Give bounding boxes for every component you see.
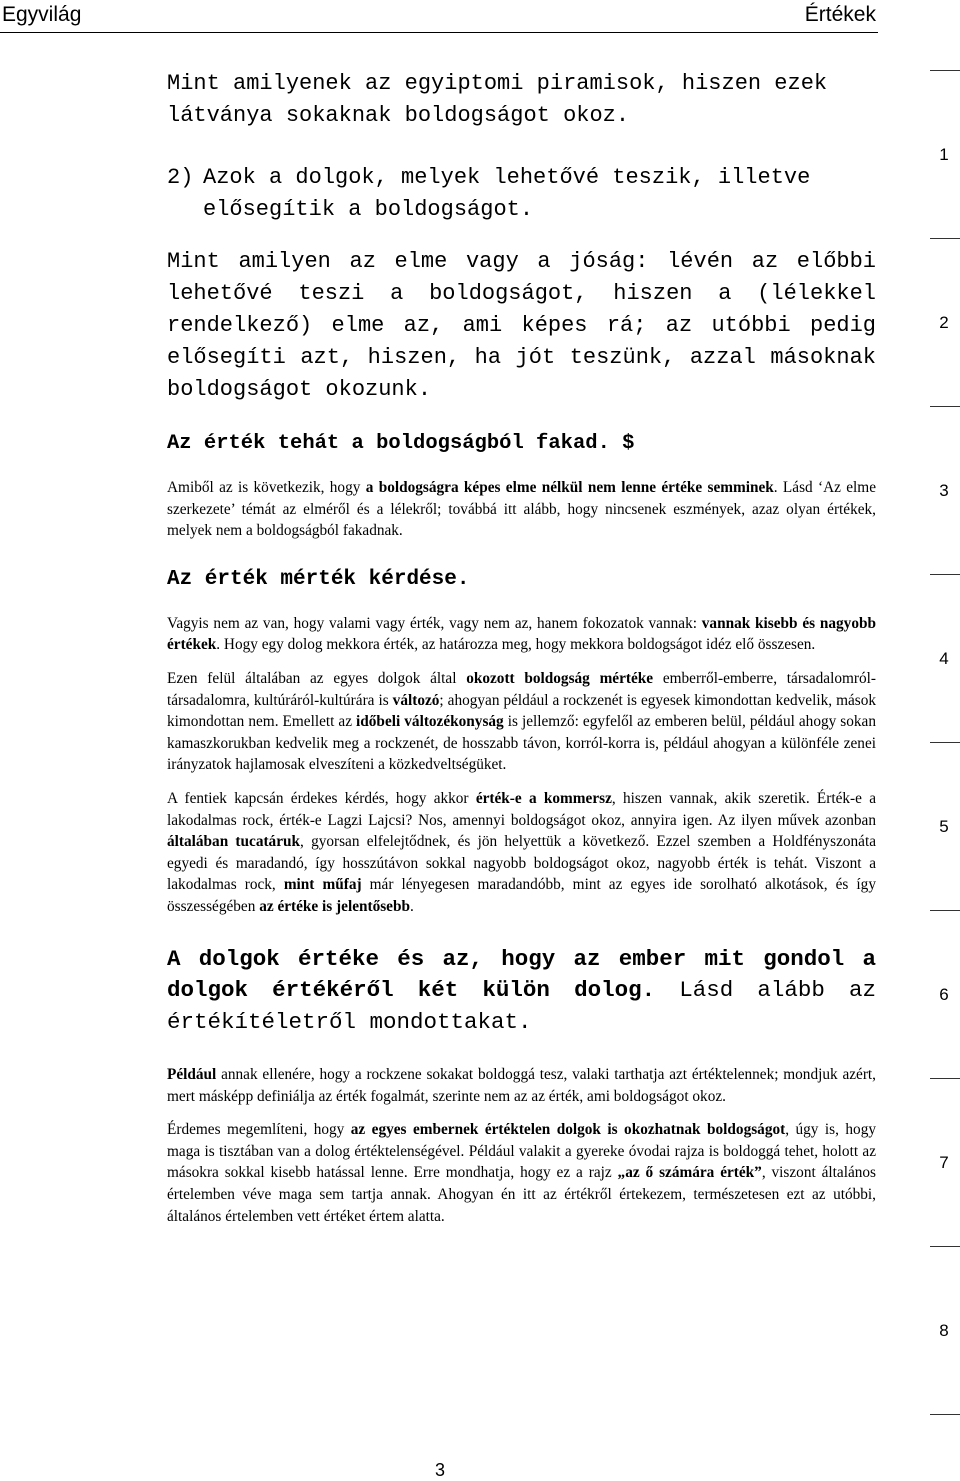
margin-dash [930, 742, 960, 743]
margin-number: 1 [939, 145, 949, 164]
numbered-item-2 [167, 162, 876, 226]
heading-measure: Az érték mérték kérdése. [167, 567, 470, 591]
text-run: . Lásd ‘Az elme szerkezete’ témát az elméről és a lélekről; továbbá itt alább, hogy nincsenek eszmények, azaz olyan értékek, melyek nem a boldogságból fakadnak. [167, 479, 876, 540]
margin-number: 6 [939, 985, 949, 1004]
text-run: , viszont általános értelemben véve maga sem tartja annak. Ahogyan én itt az értékről értekezem, természetesen ezt az utóbbi, általános értelemben vett értéket értem alatta. [167, 1164, 876, 1225]
bold-run: Például [167, 1066, 217, 1083]
text-run: emberről-emberre, társadalomról-társadalomra, kultúráról-kultúrára is [167, 669, 876, 709]
text-run: Érdemes megemlíteni, hogy [167, 1121, 351, 1139]
bold-run: mint műfaj [283, 876, 362, 894]
bold-run: „az ő számára érték” [617, 1164, 762, 1182]
margin-number: 3 [939, 481, 949, 500]
margin-dash [930, 1078, 960, 1079]
bold-run: okozott boldogság mértéke [466, 669, 654, 687]
margin-dash [930, 238, 960, 239]
paragraph-worth [167, 1119, 876, 1227]
text-run: A fentiek kapcsán érdekes kérdés, hogy akkor [167, 789, 476, 807]
heading-value-vs-opinion [167, 944, 876, 1039]
text-run: . [410, 897, 414, 915]
text-run: ; ahogyan például a rockzenét is egyesek kimondottan kedvelik, mások kimondottan nem. Emellett az [167, 691, 877, 731]
header-right-title: Értékek [804, 3, 876, 26]
paragraph-rock [167, 668, 876, 776]
bold-run: a boldogságra képes elme nélkül nem lenne értéke semminek [365, 479, 774, 496]
text-run: Lásd alább az értékítéletről mondottakat. [167, 977, 877, 1035]
text-run: Ezen felül általában az egyes dolgok által [167, 669, 467, 687]
item-number: 2) [167, 165, 194, 190]
text-run: annak ellenére, hogy a rockzene sokakat boldoggá tesz, valaki tarthatja azt értéktelennek; mondjuk azért, mert másképp definiálja az érték fogalmát, szerinte nem az az érték, ami boldogságot okoz. [167, 1066, 876, 1105]
margin-dash [930, 910, 960, 911]
margin-number: 5 [939, 817, 949, 836]
page-header [0, 0, 878, 33]
bold-run: az értéke is jelentősebb [259, 897, 410, 915]
paragraph-commerce [167, 788, 876, 918]
bold-run: időbeli változékonyság [356, 713, 504, 731]
text-run: Amiből az is következik, hogy [167, 479, 366, 496]
margin-dash [930, 70, 960, 71]
conclusion-heading: Az érték tehát a boldogságból fakad. $ [167, 432, 635, 455]
bold-run: változó [392, 691, 440, 709]
margin-dash [930, 1246, 960, 1247]
main-content [167, 68, 876, 1227]
header-left-title: Egyvilág [2, 3, 82, 26]
page-number: 3 [434, 1460, 445, 1480]
text-run: , úgy is, hogy maga is tisztában van a dolog értéktelenségével. Például valakit a gyereke óvodai rajza is boldoggá tehet, holott az másokra sokkal kisebb hatással lenne. Erre mondhatja, hogy ez a rajz [167, 1121, 876, 1182]
item-text: Azok a dolgok, melyek lehetővé teszik, illetve elősegítik a boldogságot. [203, 165, 811, 222]
margin-dash [930, 406, 960, 407]
paragraph-pyramids: Mint amilyenek az egyiptomi piramisok, hiszen ezek látványa sokaknak boldogságot okoz. [167, 71, 828, 128]
text-run: már lényegesen maradandóbb, mint az egyes ide sorolható alkotások, és így összességében [167, 876, 876, 915]
margin-number: 8 [939, 1321, 949, 1340]
bold-run: A dolgok értéke és az, hogy az ember mit gondol a dolgok értékéről két külön dolog. [167, 945, 876, 1003]
margin-number: 4 [939, 649, 949, 668]
margin-dash [930, 1414, 960, 1415]
bold-run: az egyes embernek értéktelen dolgok is okozhatnak boldogságot [350, 1121, 786, 1139]
bold-run: vannak kisebb és nagyobb értékek [167, 614, 876, 654]
margin-number: 2 [939, 313, 949, 332]
text-run: Vagyis nem az van, hogy valami vagy érték, vagy nem az, hanem fokozatok vannak: [167, 614, 702, 632]
text-run: , gyorsan elfelejtődnek, és jön helyettük a következő. Ezzel szemben a Holdfényszonáta egyedi és maradandó, így hosszútávon sokkal nagyobb boldogságot okoz, nagyobb érték is tehát. Viszont a lakodalmas rock, [167, 833, 876, 894]
text-run: is jellemző: egyfelől az emberen belül, például ahogy sokan kamaszkorukban kedvelik meg a rockzenét, de hosszabb távon, korról-korra is, például ahogyan a különféle zenei irányzatok hajlamosak elveszíteni a közkedveltségüket. [167, 713, 876, 774]
text-run: , hiszen vannak, akik szeretik. Érték-e a lakodalmas rock, érték-e Lagzi Lajcsi? Nos, amennyi boldogságot okoz, annyira igen. Az ilyen művek azonban [167, 789, 877, 829]
margin-number: 7 [939, 1153, 949, 1172]
paragraph-follows [167, 477, 876, 542]
bold-run: érték-e a kommersz [475, 789, 612, 807]
paragraph-mind: Mint amilyen az elme vagy a jóság: lévén az előbbi lehetővé teszi a boldogságot, hiszen a (lélekkel rendelkező) elme az, ami képes rá; az utóbbi pedig elősegíti azt, hiszen, ha jót teszünk, azzal másoknak boldogságot okozunk. [167, 249, 876, 402]
paragraph-example [167, 1064, 876, 1107]
text-run: . Hogy egy dolog mekkora érték, az határozza meg, hogy mekkora boldogságot idéz elő összesen. [216, 636, 816, 654]
bold-run: általában tucatáruk [167, 833, 301, 851]
margin-dash [930, 574, 960, 575]
paragraph-degrees [167, 613, 876, 656]
